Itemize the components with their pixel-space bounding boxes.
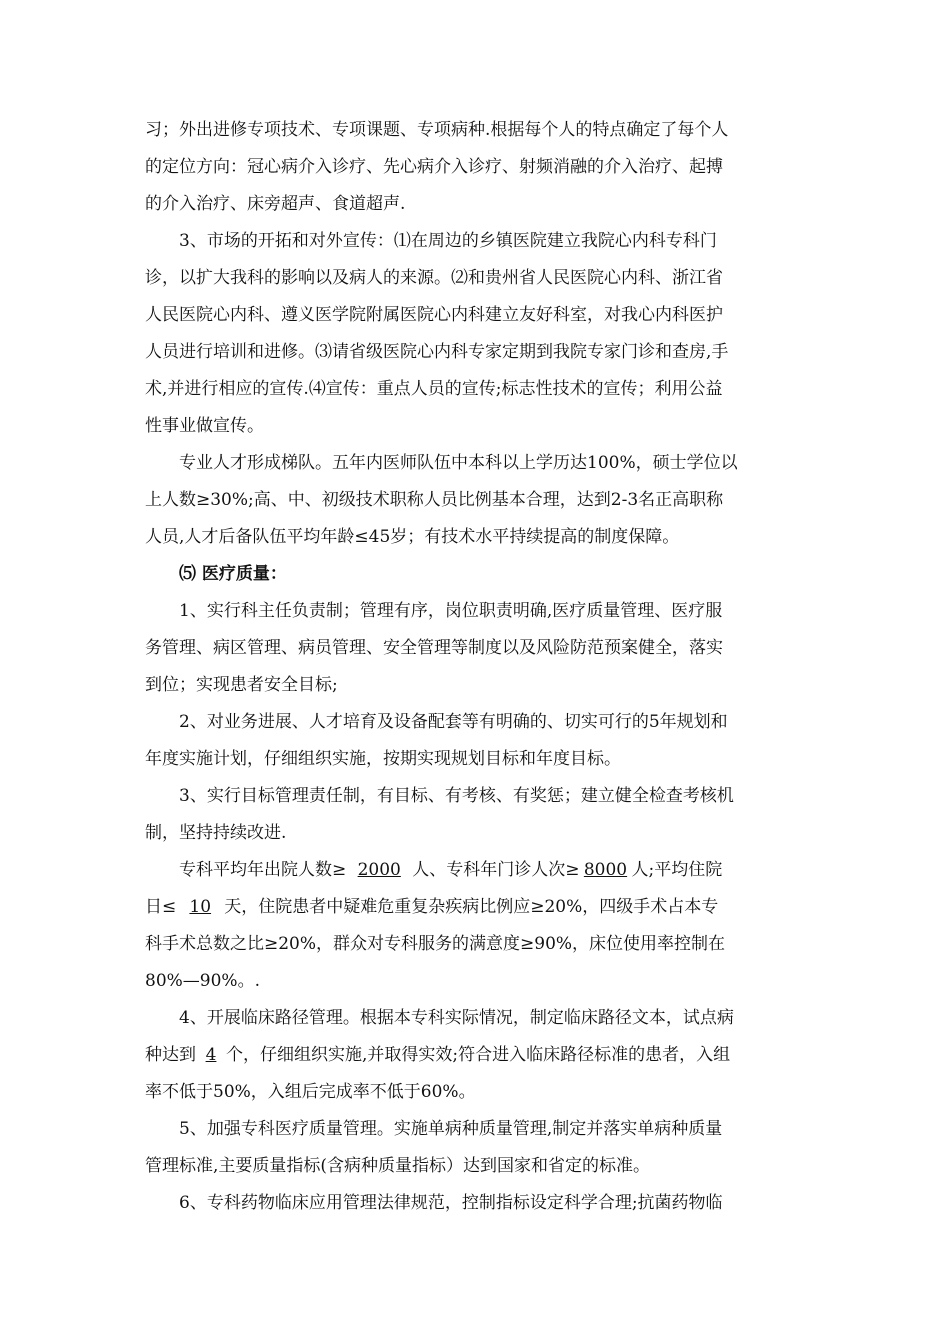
targets-line-4: 80%—90%。. [145, 971, 260, 991]
path-line-2 [145, 1037, 807, 1074]
targets-line-2 [145, 889, 807, 926]
text-line: 务管理、病区管理、病员管理、安全管理等制度以及风险防范预案健全，落实 [145, 638, 723, 658]
text-line: 的定位方向：冠心病介入诊疗、先心病介入诊疗、射频消融的介入治疗、起搏 [145, 157, 723, 177]
path-text: 个，仔细组织实施,并取得实效;符合进入临床路径标准的患者，入组 [226, 1045, 731, 1065]
targets-text: 天，住院患者中疑难危重复杂疾病比例应≥20%，四级手术占本专 [224, 897, 719, 917]
text-line: 年度实施计划，仔细组织实施，按期实现规划目标和年度目标。 [145, 749, 621, 769]
path-text: 种达到 [145, 1045, 196, 1065]
discharge-count-value: 2000 [357, 860, 401, 880]
text-line: 3、实行目标管理责任制，有目标、有考核、有奖惩；建立健全检查考核机 [179, 786, 734, 806]
targets-line-3: 科手术总数之比≥20%，群众对专科服务的满意度≥90%，床位使用率控制在 [145, 934, 726, 954]
targets-text: 人;平均住院 [631, 860, 723, 880]
text-line: 人民医院心内科、遵义医学院附属医院心内科建立友好科室，对我心内科医护 [145, 305, 723, 325]
text-line: 管理标准,主要质量指标(含病种质量指标）达到国家和省定的标准。 [145, 1156, 651, 1176]
text-line: 人员,人才后备队伍平均年龄≤45岁；有技术水平持续提高的制度保障。 [145, 527, 680, 547]
path-line-3: 率不低于50%，入组后完成率不低于60%。 [145, 1082, 476, 1102]
text-line: 专业人才形成梯队。五年内医师队伍中本科以上学历达100%，硕士学位以 [179, 453, 738, 473]
text-line: 6、专科药物临床应用管理法律规范，控制指标设定科学合理;抗菌药物临 [179, 1193, 723, 1213]
text-line: 2、对业务进展、人才培育及设备配套等有明确的、切实可行的5年规划和 [179, 712, 728, 732]
lines-group-top [145, 112, 807, 852]
text-line: 诊，以扩大我科的影响以及病人的来源。⑵和贵州省人民医院心内科、浙江省 [145, 268, 723, 288]
text-line: 术,并进行相应的宣传.⑷宣传：重点人员的宣传;标志性技术的宣传；利用公益 [145, 379, 723, 399]
text-line: 1、实行科主任负责制；管理有序，岗位职责明确,医疗质量管理、医疗服 [179, 601, 723, 621]
path-line-1: 4、开展临床路径管理。根据本专科实际情况，制定临床路径文本，试点病 [179, 1008, 734, 1028]
text-line: 人员进行培训和进修。⑶请省级医院心内科专家定期到我院专家门诊和查房,手 [145, 342, 729, 362]
text-line: 习；外出进修专项技术、专项课题、专项病种.根据每个人的特点确定了每个人 [145, 120, 729, 140]
targets-text: 日≤ [145, 897, 177, 917]
outpatient-count-value: 8000 [583, 860, 628, 880]
text-line: 上人数≥30%;高、中、初级技术职称人员比例基本合理，达到2-3名正高职称 [145, 490, 724, 510]
text-line: 3、市场的开拓和对外宣传：⑴在周边的乡镇医院建立我院心内科专科门 [179, 231, 717, 251]
text-line: 到位；实现患者安全目标; [145, 675, 338, 695]
text-line: 性事业做宣传。 [145, 416, 264, 436]
pilot-disease-count-value: 4 [205, 1045, 217, 1065]
text-line: 5、加强专科医疗质量管理。实施单病种质量管理,制定并落实单病种质量 [179, 1119, 723, 1139]
stay-days-value: 10 [189, 897, 212, 917]
text-block [145, 112, 807, 1222]
targets-text: 人、专科年门诊人次≥ [412, 860, 580, 880]
lines-group-bottom [145, 1111, 807, 1222]
section-heading: ⑸ 医疗质量： [179, 564, 287, 584]
text-line: 制，坚持持续改进. [145, 823, 287, 843]
text-line: 的介入治疗、床旁超声、食道超声. [145, 194, 406, 214]
targets-line-1 [145, 852, 807, 889]
targets-text: 专科平均年出院人数≥ [179, 860, 347, 880]
